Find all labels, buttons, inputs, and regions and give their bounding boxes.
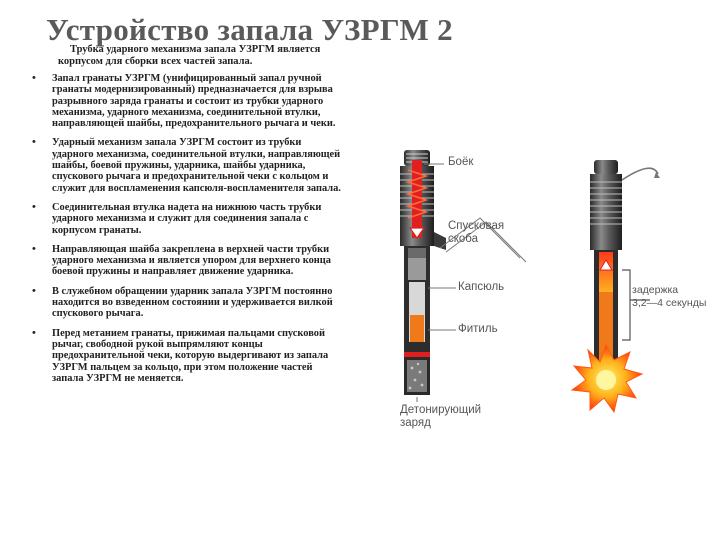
label-fuse: Фитиль [458, 323, 498, 335]
page-title: Устройство запала УЗРГМ 2 [46, 12, 453, 47]
bullet-marker: • [32, 200, 36, 213]
bullet-marker: • [32, 242, 36, 255]
bullet-item [26, 286, 344, 320]
intro-line: Трубка ударного механизма запала УЗРГМ является [70, 44, 321, 55]
label-capsule: Капсюль [458, 281, 505, 293]
right-fuse [590, 160, 660, 378]
bullet-text: Ударный механизм запала УЗРГМ состоит из трубки ударного механизма, соединительной втулки, направляющей шайбы, боевой пружины, ударника, шайбы ударника, спускового рычага и предохранительной чеки с кольцом и служит для воспламенения капсюля-воспламенителя запала. [52, 137, 341, 194]
delay-bracket [622, 270, 630, 340]
explosion-burst [572, 345, 642, 412]
bullet-item [26, 202, 344, 236]
bullet-item [26, 328, 344, 384]
bullet-text: В служебном обращении ударник запала УЗРГМ постоянно находится во взведенном состоянии и удерживается вилкой спускового рычага. [52, 285, 333, 320]
bullet-marker: • [32, 326, 36, 339]
bullet-item [26, 73, 344, 129]
bullet-marker: • [32, 136, 36, 149]
right-fuse-cap [594, 160, 618, 174]
bullet-text: Направляющая шайба закреплена в верхней части трубки ударного механизма и является упором для верхнего конца боевой пружины и направляет движение ударника. [52, 243, 331, 278]
right-flame-channel [599, 252, 613, 292]
left-fuse [400, 150, 446, 395]
bullet-list [26, 73, 344, 392]
intro-line: корпусом для сборки всех частей запала. [58, 56, 253, 67]
intro-paragraph [58, 44, 343, 68]
bullet-text: Перед метанием гранаты, прижимая пальцами спусковой рычаг, свободной рукой выпрямляют концы предохранительной чеки, которую выдергивают из запала УЗРГМ пальцем за кольцо, при этом положение частей запала УЗРГМ не меняется. [52, 327, 329, 384]
bullet-text: Соединительная втулка надета на нижнюю часть трубки ударного механизма и служит для соединения запала с корпусом гранаты. [52, 201, 322, 236]
bullet-marker: • [32, 284, 36, 297]
left-trigger-lever [434, 232, 446, 250]
bullet-marker: • [32, 72, 36, 84]
label-detonating-charge: Детонирующий заряд [400, 404, 482, 429]
right-released-lever [622, 168, 658, 180]
label-striker: Боёк [448, 156, 474, 168]
fuse-diagram [360, 140, 720, 440]
bullet-item [26, 137, 344, 193]
bullet-item [26, 244, 344, 278]
bullet-text: Запал гранаты УЗРГМ (унифицированный запал ручной гранаты модернизированный) предназначается для взрыва разрывного заряда гранаты и состоит из трубки ударного механизма, ударного механизма, соединительной втулки, направляющей шайбы, предохранительного рычага и чеки. [52, 73, 336, 130]
label-delay: задержка 3,2—4 секунды [632, 284, 707, 309]
label-trigger-guard: Спусковая скоба [448, 220, 505, 245]
